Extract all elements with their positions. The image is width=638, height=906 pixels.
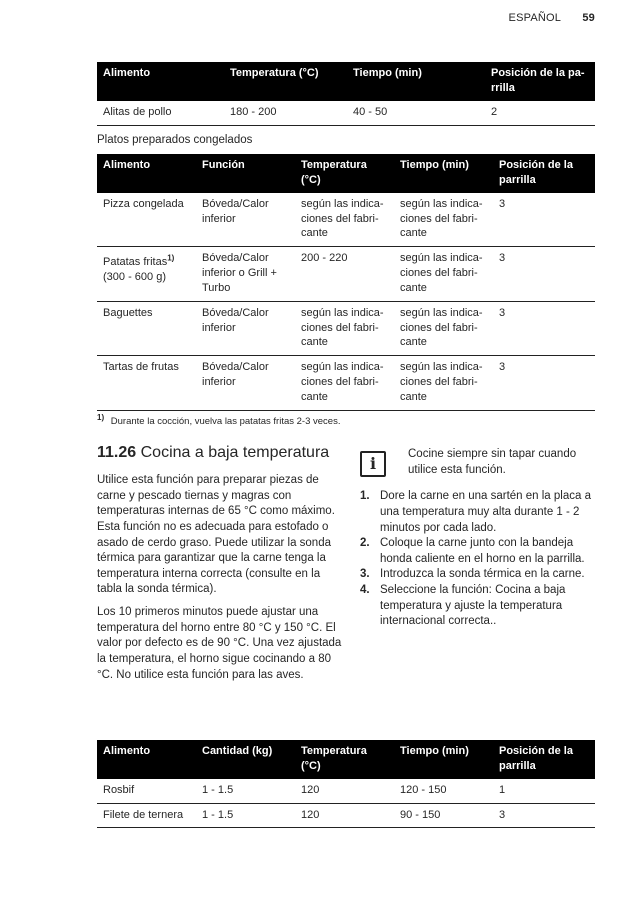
table-cell: según las indica- ciones del fabri- cante [295, 193, 394, 247]
table-row [97, 301, 595, 356]
paragraph: Utilice esta función para preparar piezas de carne y pescado tiernas y magras con temperaturas internas de 65 °C como máximo. Esta función no es adecuada para estofado o asado de cerdo graso. Puede utilizar la sonda térmica para garantizar que la carne tenga la temperatura interna correcta (consulte en la tabla la sonda térmica). [97, 474, 335, 596]
table-cell: 200 - 220 [295, 247, 394, 302]
table-header-row [97, 154, 595, 193]
table-cell: 120 [295, 803, 394, 828]
table-cell: 3 [493, 803, 595, 828]
table-cell: 3 [493, 247, 595, 302]
table-cell: Bóveda/Calor inferior [196, 301, 295, 356]
header-cell: Temperatura (°C) [295, 740, 394, 779]
header-cell: Función [196, 154, 295, 193]
header-cell: Temperatura (°C) [224, 62, 347, 101]
section-right-column [358, 447, 598, 630]
list-item [358, 489, 598, 536]
section-number: 11.26 [97, 444, 137, 461]
fries-label: Patatas fritas [103, 256, 168, 269]
table-cell: según las indica- ciones del fabri- cante [394, 193, 493, 247]
table-cell: 90 - 150 [394, 803, 493, 828]
info-note [358, 447, 598, 478]
section-title-text: Cocina a baja temperatura [140, 444, 330, 461]
table-cell: 180 - 200 [224, 101, 347, 125]
frozen-dishes-table [97, 154, 595, 411]
table-cell: Alitas de pollo [97, 101, 224, 125]
section-left-column [97, 443, 343, 690]
header-cell: Alimento [97, 154, 196, 193]
table-cell: 3 [493, 301, 595, 356]
header-cell: Tiempo (min) [394, 154, 493, 193]
table-cell: Pizza congelada [97, 193, 196, 247]
table-cell: 1 - 1.5 [196, 803, 295, 828]
table-row [97, 247, 595, 302]
table-cell: según las indica- ciones del fabri- cante [394, 247, 493, 302]
header-cell: Alimento [97, 740, 196, 779]
footnote-mark: 1) [97, 412, 105, 422]
list-item [358, 567, 598, 583]
list-item [358, 536, 598, 567]
header-cell: Posición de la parrilla [493, 740, 595, 779]
table-cell: 3 [493, 193, 595, 247]
header-cell: Alimento [97, 62, 224, 101]
table-cell: Rosbif [97, 779, 196, 803]
page-header [509, 11, 595, 26]
table-cell: 120 - 150 [394, 779, 493, 803]
page-number: 59 [582, 12, 595, 24]
footnote-mark: 1) [167, 253, 175, 263]
table-cell: según las indica- ciones del fabri- cante [394, 301, 493, 356]
fries-weight: (300 - 600 g) [103, 271, 166, 284]
header-cell: Cantidad (kg) [196, 740, 295, 779]
table-cell: Baguettes [97, 301, 196, 356]
table-cell: Filete de ternera [97, 803, 196, 828]
info-icon: i [360, 451, 386, 477]
header-cell: Tiempo (min) [394, 740, 493, 779]
table-cell: Bóveda/Calor inferior o Grill + Turbo [196, 247, 295, 302]
header-cell: Temperatura (°C) [295, 154, 394, 193]
table-row [97, 779, 595, 803]
table-header-row [97, 740, 595, 779]
low-temperature-table [97, 740, 595, 828]
table-footnote [97, 412, 341, 428]
step-text: Seleccione la función: Cocina a baja temperatura y ajuste la temperatura internacional correcta.. [380, 584, 566, 628]
step-number: 1. [360, 490, 370, 503]
step-number: 2. [360, 537, 370, 550]
header-cell: Tiempo (min) [347, 62, 485, 101]
table-cell: Bóveda/Calor inferior [196, 356, 295, 411]
table-cell: Bóveda/Calor inferior [196, 193, 295, 247]
language-label: ESPAÑOL [508, 12, 562, 24]
table-cell: según las indica- ciones del fabri- cante [295, 356, 394, 411]
list-item [358, 583, 598, 630]
table-row [97, 803, 595, 828]
table-cell: según las indica- ciones del fabri- cante [295, 301, 394, 356]
step-text: Dore la carne en una sartén en la placa a una temperatura muy alta durante 1 - 2 minutos por cada lado. [380, 490, 591, 534]
header-cell: Posición de la parrilla [493, 154, 595, 193]
step-number: 4. [360, 584, 370, 596]
table-cell: 1 [493, 779, 595, 803]
table-cell: Tartas de frutas [97, 356, 196, 411]
step-text: Introduzca la sonda térmica en la carne. [380, 568, 585, 581]
table-caption: Platos preparados congelados [97, 134, 253, 146]
table-cell: 2 [485, 101, 595, 125]
chicken-wings-table [97, 62, 595, 126]
table-row [97, 356, 595, 411]
table-cell: 40 - 50 [347, 101, 485, 125]
table-row [97, 193, 595, 247]
table-row [97, 101, 595, 125]
table-cell: según las indica- ciones del fabri- cante [394, 356, 493, 411]
info-text: Cocine siempre sin tapar cuando utilice esta función. [408, 448, 577, 476]
steps-list [358, 489, 598, 630]
section-title [97, 443, 343, 463]
table-header-row [97, 62, 595, 101]
paragraph: Los 10 primeros minutos puede ajustar una temperatura del horno entre 80 °C y 150 °C. El valor por defecto es de 90 °C. Una vez ajustada la temperatura, el horno sigue cocinando a 80 °C. No utilice esta función para las aves. [97, 606, 342, 681]
table-cell [97, 247, 196, 302]
header-cell: Posición de la pa- rrilla [485, 62, 595, 101]
table-cell: 1 - 1.5 [196, 779, 295, 803]
table-cell: 120 [295, 779, 394, 803]
table-cell: 3 [493, 356, 595, 411]
step-text: Coloque la carne junto con la bandeja honda caliente en el horno en la parrilla. [380, 537, 585, 565]
step-number: 3. [360, 568, 370, 581]
footnote-text: Durante la cocción, vuelva las patatas fritas 2-3 veces. [110, 416, 341, 427]
